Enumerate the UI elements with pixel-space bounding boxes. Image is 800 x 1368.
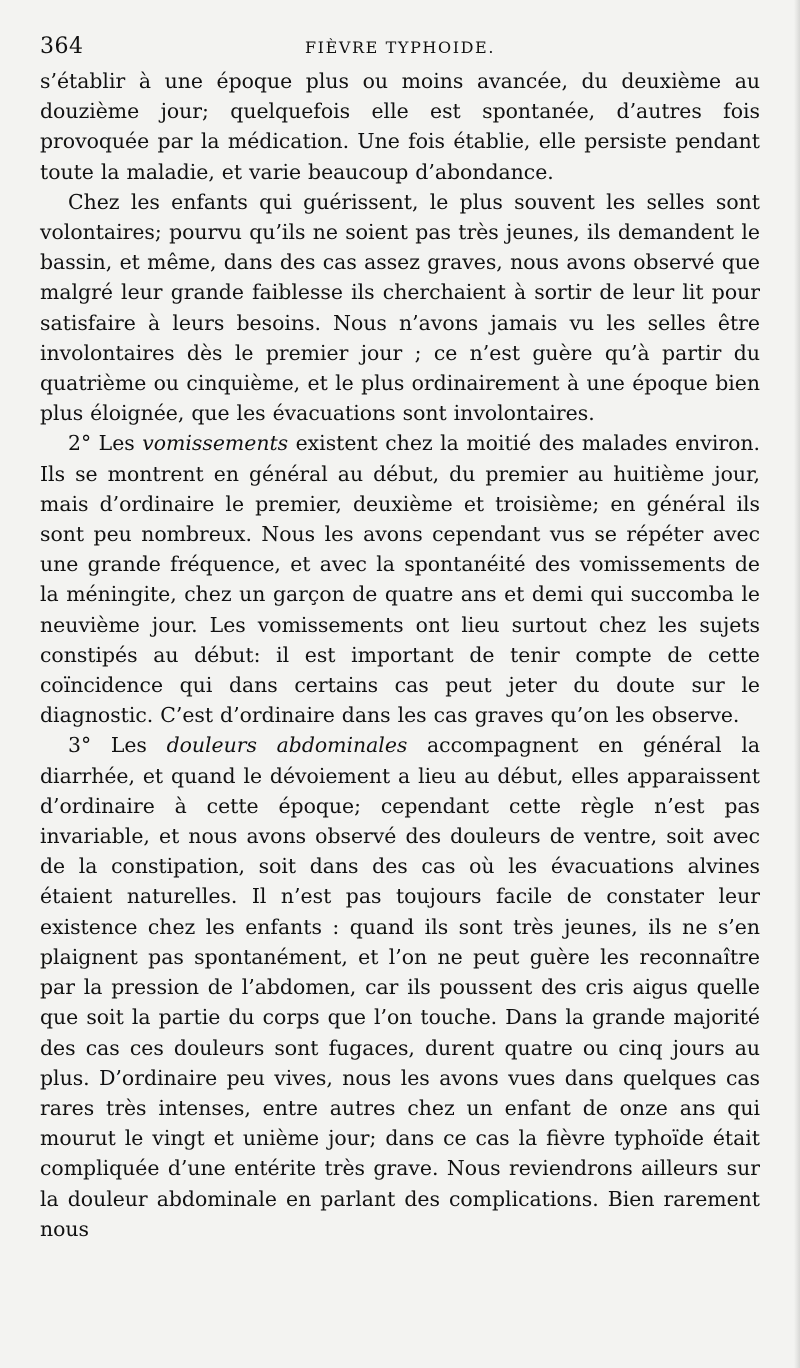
- paragraph-lead: 2° Les: [68, 431, 143, 456]
- paragraph-abdominal-pain: [40, 730, 760, 1243]
- page-number: 364: [40, 34, 84, 59]
- page-header: [40, 30, 760, 60]
- paragraph-term: douleurs abdominales: [166, 733, 408, 758]
- body-text: [40, 66, 760, 1244]
- paragraph-text: existent chez la moitié des malades environ. Ils se montrent en général au début, du premier au huitième jour, mais d’ordinaire le premier, deuxième et troisième; en général ils sont peu nombreux. Nous les avons cependant vus se répéter avec une grande fréquence, et avec la spontanéité des vomissements de la méningite, chez un garçon de quatre ans et demi qui succomba le neuvième jour. Les vomissements ont lieu surtout chez les sujets constipés au début: il est important de tenir compte de cette coïncidence qui dans certains cas peut jeter du doute sur le diagnostic. C’est d’ordinaire dans les cas graves qu’on les observe.: [40, 431, 760, 728]
- paragraph-text: s’établir à une époque plus ou moins avancée, du deuxième au douzième jour; quelquefois elle est spontanée, d’autres fois provoquée par la médication. Une fois établie, elle persiste pendant toute la maladie, et varie beaucoup d’abondance.: [40, 69, 760, 184]
- paragraph-continuation: [40, 66, 760, 187]
- paragraph-term: vomissements: [142, 431, 289, 456]
- paragraph-text: Chez les enfants qui guérissent, le plus souvent les selles sont volontaires; pourvu qu’ils ne soient pas très jeunes, ils demandent le bassin, et même, dans des cas assez graves, nous avons observé que malgré leur grande faiblesse ils cherchaient à sortir de leur lit pour satisfaire à leurs besoins. Nous n’avons jamais vu les selles être involontaires dès le premier jour ; ce n’est guère qu’à partir du quatrième ou cinquième, et le plus ordinairement à une époque bien plus éloignée, que les évacuations sont involontaires.: [40, 189, 760, 426]
- paragraph-vomiting: [40, 428, 760, 730]
- running-title: FIÈVRE TYPHOIDE.: [304, 38, 496, 57]
- paragraph-lead: 3° Les: [68, 733, 167, 758]
- paragraph-stools: [40, 187, 760, 429]
- paragraph-text: accompagnent en général la diarrhée, et quand le dévoiement a lieu au début, elles apparaissent d’ordinaire à cette époque; cependant cette règle n’est pas invariable, et nous avons observé des douleurs de ventre, soit avec de la constipation, soit dans des cas où les évacuations alvines étaient naturelles. Il n’est pas toujours facile de constater leur existence chez les enfants : quand ils sont très jeunes, ils ne s’en plaignent pas spontanément, et l’on ne peut guère les reconnaître par la pression de l’abdomen, car ils poussent des cris aigus quelle que soit la partie du corps que l’on touche. Dans la grande majorité des cas ces douleurs sont fugaces, durent quatre ou cinq jours au plus. D’ordinaire peu vives, nous les avons vues dans quelques cas rares très intenses, entre autres chez un enfant de onze ans qui mourut le vingt et unième jour; dans ce cas la fièvre typhoïde était compliquée d’une entérite très grave. Nous reviendrons ailleurs sur la douleur abdominale en parlant des complications. Bien rarement nous: [40, 733, 760, 1241]
